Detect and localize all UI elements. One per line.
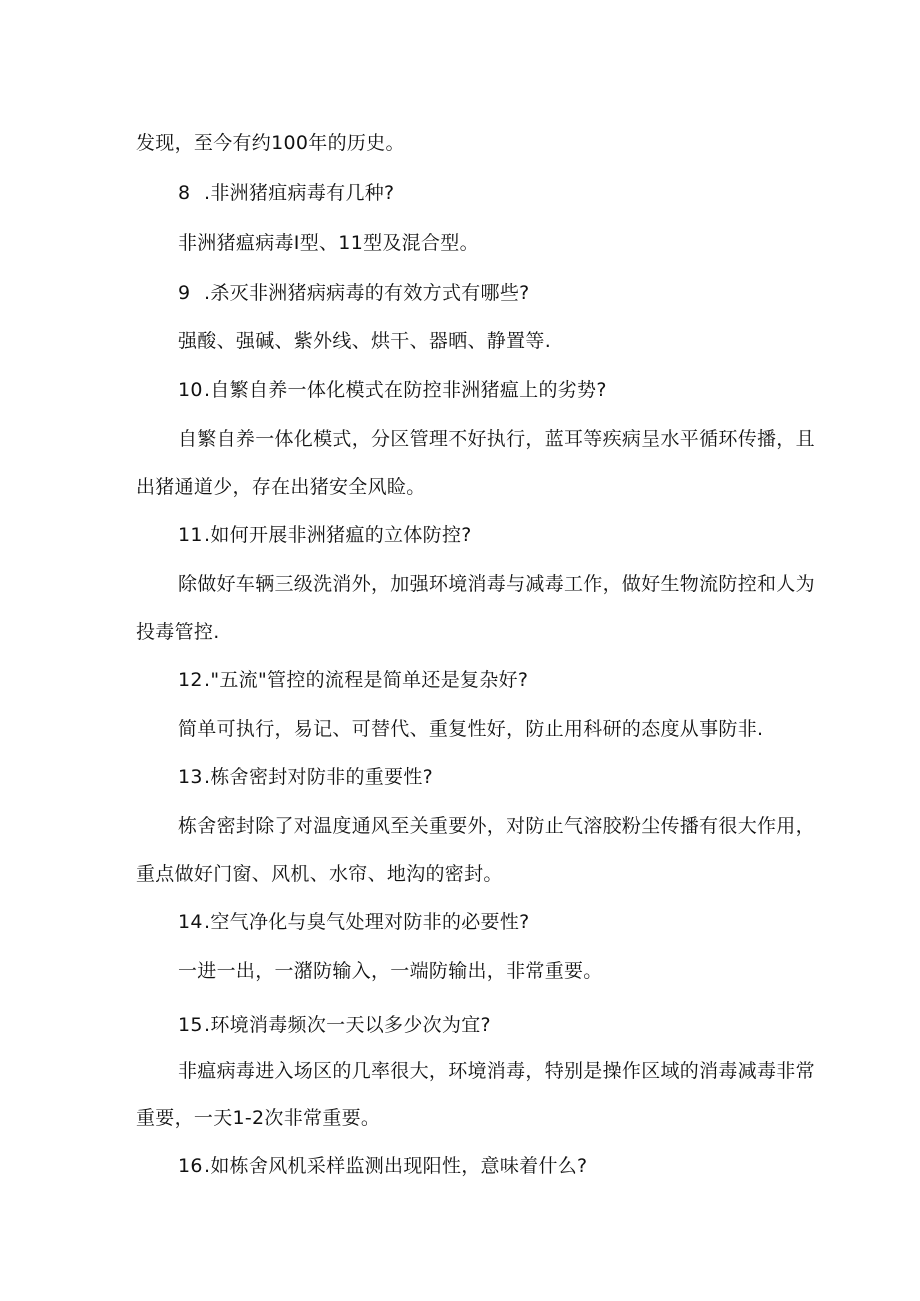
question-13 [178,764,433,790]
question-11 [178,522,472,548]
question-number: 9 [178,282,191,304]
answer-text: 发现，至今有约100年的历史。 [136,132,405,154]
question-15 [178,1012,491,1038]
question-text: ."五流"管控的流程是简单还是复杂好? [204,669,529,691]
answer-text: 非洲猪瘟病毒I型、11型及混合型。 [178,232,479,254]
question-number: 10 [178,379,203,401]
answer-9 [178,328,551,354]
question-text: .栋舍密封对防非的重要性? [204,766,434,788]
answer-text: 除做好车辆三级洗消外，加强环境消毒与减毒工作，做好生物流防控和人为 [178,573,815,595]
answer-text: 强酸、强碱、紫外线、烘干、器晒、静置等. [178,330,552,352]
answer-8 [178,230,479,256]
answer-15-line-1 [178,1058,815,1084]
question-text: .环境消毒频次一天以多少次为宜? [204,1014,491,1036]
question-14 [178,909,530,935]
answer-13-line-1 [178,813,815,839]
answer-text: 出猪通道少，存在出猪安全风睑。 [136,476,426,498]
answer-text: 栋舍密封除了对温度通风至关重要外，对防止气溶胶粉尘传播有很大作用， [178,815,815,837]
question-10 [178,377,607,403]
question-number: 13 [178,766,203,788]
question-text: .空气净化与臭气处理对防非的必要性? [204,911,530,933]
question-number: 16 [178,1155,203,1177]
answer-10-line-2 [136,474,426,500]
answer-text: 投毒管控. [136,621,220,643]
answer-text: 自繁自养一体化模式，分区管理不好执行，蓝耳等疾病呈水平循环传播，且 [178,428,815,450]
question-text: .如何开展非洲猪瘟的立体防控? [204,524,472,546]
answer-11-line-2 [136,619,220,645]
question-12 [178,667,528,693]
answer-12 [178,716,763,742]
question-number: 12 [178,669,203,691]
answer-11-line-1 [178,571,815,597]
question-text: .自繁自养一体化模式在防控非洲猪瘟上的劣势? [204,379,607,401]
answer-text: 重点做好门窗、风机、水帘、地沟的密封。 [136,863,503,885]
question-text: .非洲猪疽病毒有几种? [204,182,395,204]
answer-10-line-1 [178,426,815,452]
answer-text: 一进一出，一潴防输入，一端防输出，非常重要。 [178,960,603,982]
question-16 [178,1153,587,1179]
answer-text: 非瘟病毒进入场区的几率很大，环境消毒，特别是操作区域的消毒减毒非常 [178,1060,815,1082]
question-number: 14 [178,911,203,933]
answer-15-line-2 [136,1105,380,1131]
answer-7-continuation [136,130,405,156]
answer-14 [178,958,603,984]
question-text: .如栋舍风机采样监测出现阳性，意味着什么? [204,1155,588,1177]
question-8 [178,180,394,206]
question-9 [178,280,530,306]
question-number: 15 [178,1014,203,1036]
question-number: 8 [178,182,191,204]
question-number: 11 [178,524,203,546]
answer-text: 简单可执行，易记、可替代、重复性好，防止用科研的态度从事防非. [178,718,764,740]
answer-text: 重要，一天1-2次非常重要。 [136,1107,381,1129]
question-text: .杀灭非洲猪病病毒的有效方式有哪些? [204,282,530,304]
answer-13-line-2 [136,861,503,887]
